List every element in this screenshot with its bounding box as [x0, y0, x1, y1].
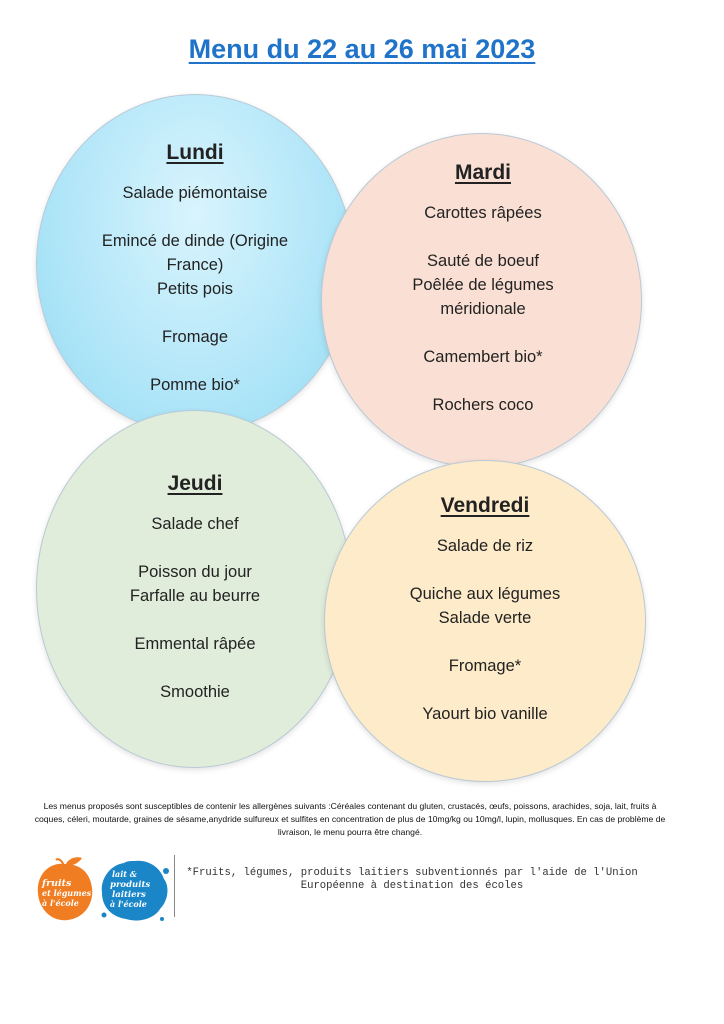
dish-group — [360, 345, 606, 369]
dish-item: Salade piémontaise — [122, 184, 268, 202]
dish-item: Farfalle au beurre — [129, 587, 261, 605]
dish-group — [76, 632, 314, 656]
dish-item: Fromage* — [448, 657, 522, 675]
day-menu-mardi — [360, 161, 606, 441]
day-menu-jeudi — [76, 472, 314, 728]
dish-group — [362, 582, 608, 630]
day-heading: Jeudi — [167, 472, 223, 495]
logo-fruits-line3: à l'école — [42, 898, 79, 908]
day-menu-vendredi — [362, 494, 608, 750]
dish-group — [362, 534, 608, 558]
logo-fruits-line1: fruits — [42, 878, 72, 889]
dish-group — [362, 654, 608, 678]
dish-item: Rochers coco — [432, 396, 534, 414]
dish-group — [360, 249, 606, 321]
dish-item: Salade de riz — [436, 537, 534, 555]
dish-group — [76, 229, 314, 301]
dish-group — [362, 702, 608, 726]
dish-item: Yaourt bio vanille — [422, 705, 548, 723]
dish-item: méridionale — [440, 300, 526, 318]
dish-item: Poêlée de légumes — [412, 276, 554, 294]
day-heading: Vendredi — [440, 494, 530, 517]
dish-group — [360, 201, 606, 225]
logo-lait-line2: produits — [110, 880, 151, 890]
dish-group — [76, 373, 314, 397]
fruits-legumes-ecole-logo — [34, 854, 96, 924]
dish-group — [76, 560, 314, 608]
dish-item: Sauté de boeuf — [427, 252, 539, 270]
dish-item: Emincé de dinde (Origine — [101, 232, 289, 250]
dish-item: Salade chef — [151, 515, 239, 533]
dish-item: Carottes râpées — [424, 204, 542, 222]
dish-group — [360, 393, 606, 417]
logo-separator — [174, 855, 175, 917]
subsidy-line-1: *Fruits, légumes, produits laitiers subventionnés par l'aide de l'Union — [186, 867, 638, 879]
logo-lait-line4: à l'école — [110, 899, 147, 909]
logo-fruits-line2: et légumes — [42, 888, 92, 898]
dish-item: France) — [166, 256, 224, 274]
dish-item: Salade verte — [438, 609, 532, 627]
dish-item: Quiche aux légumes — [409, 585, 561, 603]
allergen-notice: Les menus proposés sont susceptibles de contenir les allergènes suivants :Céréales contenant du gluten, crustacés, œufs, poissons, arachides, soja, lait, fruits à coques, céleri, moutarde, graines de sésame,anydride sulfureux et sulfites en concentration de plus de 10mg/kg ou 10mg/l, lupin, mollusques. En cas de problème de livraison, le menu pourra être changé. — [34, 801, 666, 837]
dish-item: Smoothie — [160, 683, 230, 701]
subsidy-line-2: Européenne à destination des écoles — [300, 880, 524, 892]
subsidy-note — [176, 867, 648, 893]
lait-produits-laitiers-logo — [98, 857, 170, 925]
page-title: Menu du 22 au 26 mai 2023 — [188, 34, 536, 64]
dish-group — [76, 325, 314, 349]
dish-item: Camembert bio* — [423, 348, 543, 366]
dish-item: Fromage — [161, 328, 229, 346]
logo-lait-line3: laitiers — [112, 890, 146, 900]
dish-group — [76, 181, 314, 205]
day-heading: Lundi — [166, 141, 224, 164]
dish-item: Poisson du jour — [138, 563, 252, 581]
dish-item: Emmental râpée — [134, 635, 256, 653]
dish-item: Pomme bio* — [150, 376, 240, 394]
dish-group — [76, 680, 314, 704]
dish-group — [76, 512, 314, 536]
logo-lait-line1: lait & — [112, 869, 137, 879]
day-menu-lundi — [76, 141, 314, 421]
dish-item: Petits pois — [156, 280, 234, 298]
day-heading: Mardi — [454, 161, 511, 184]
